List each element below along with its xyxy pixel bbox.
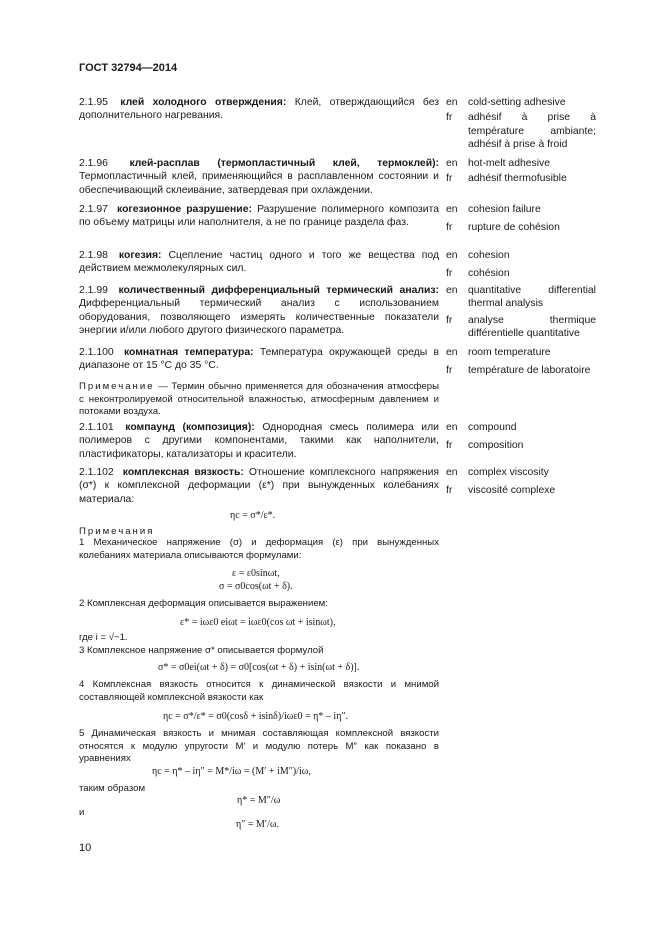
translations-2-1-101: en compound fr composition [446,421,596,455]
entry-number: 2.1.96 [79,158,108,169]
entry-number: 2.1.95 [79,97,108,108]
page-number: 10 [79,842,92,854]
term-en: room temperature [468,347,551,358]
translations-2-1-97: en cohesion failure fr rupture de cohésion [446,203,596,237]
note-room-temperature [79,381,439,419]
term-fr: température de laboratoire [468,365,591,377]
entry-2-1-99 [79,284,439,338]
text-thus: таким образом [79,783,146,794]
formula-complex-viscosity: ηc = σ*/ε*. [230,510,276,521]
entry-definition: Однородная смесь полимера или полимеров с другими компонентами, такими как наполнители, пластификаторы, катализаторы и красители. [79,422,439,460]
term-en: cold-setting adhesive [468,97,566,108]
term-fr: adhésif thermofusible [468,173,567,185]
text-and: и [79,807,85,818]
entry-definition: Температура окружающей среды в диапазоне от 15 °С до 35 °С. [79,347,439,372]
translations-2-1-96: en hot-melt adhesive fr adhésif thermofusible [446,157,596,188]
term-fr: cohésion [468,268,510,280]
translations-2-1-102: en complex viscosity fr viscosité complexe [446,466,596,500]
formula-modulus-relation: ηc = η* – iη″ = M*/iω = (M′ + iM″)/iω, [152,766,311,777]
entry-number: 2.1.99 [79,285,108,296]
term-en: cohesion [468,250,510,261]
term-fr: rupture de cohésion [468,222,560,234]
formula-viscosity-relation: ηc = σ*/ε* = σ0(cosδ + isinδ)/iωε0 = η* – iη″. [163,711,349,722]
note-1: 1 Механическое напряжение (σ) и деформация (ε) при вынужденных колебаниях материала описываются формулами: [79,537,439,561]
entry-term: компаунд (композиция): [125,422,255,433]
entry-2-1-97 [79,203,439,230]
term-en: cohesion failure [468,204,541,215]
term-fr: composition [468,440,524,452]
note-3: 3 Комплексное напряжение σ* описывается формулой [79,645,324,656]
formula-imaginary-unit: где i = √−1. [79,632,128,643]
entry-2-1-100 [79,346,439,373]
entry-2-1-98 [79,249,439,276]
entry-term: когезионное разрушение: [117,204,252,215]
translations-2-1-98: en cohesion fr cohésion [446,249,596,283]
formula-strain: ε = ε0sinωt, [232,568,280,579]
entry-number: 2.1.100 [79,347,114,358]
notes-label: Примечания [79,526,155,537]
entry-definition: Отношение комплексного напряжения (σ*) к комплексной деформации (ε*) при вынужденных колебаниях материала: [79,467,440,505]
translations-2-1-100: en room temperature fr température de laboratoire [446,346,596,380]
entry-definition: Сцепление частиц одного и того же вещества под действием межмолекулярных сил. [79,250,440,275]
entry-2-1-102 [79,466,439,506]
entry-term: клей-расплав (термопластичный клей, термоклей): [129,158,440,169]
term-en: complex viscosity [468,467,549,478]
term-en: hot-melt adhesive [468,158,551,169]
term-fr: adhésif à prise à température ambiante; adhésif à prise à froid [468,112,596,151]
entry-2-1-96 [79,157,439,197]
note-4: 4 Комплексная вязкость относится к динамической вязкости и мнимой составляющей комплексной вязкости как [79,679,439,703]
formula-imaginary-viscosity: η″ = M′/ω. [236,819,279,830]
entry-definition: Дифференциальный термический анализ с использованием оборудования, позволяющего измерять количественные показатели энергии и/или любого другого физического параметра. [79,298,439,337]
formula-stress: σ = σ0cos(ωt + δ). [219,581,293,592]
note-5: 5 Динамическая вязкость и мнимая составляющая комплексной вязкости относятся к модулю упругости M′ и модулю потерь M″ как показано в уравнениях [79,728,439,764]
note-2: 2 Комплексная деформация описывается выражением: [79,598,328,609]
translations-2-1-95: en cold-setting adhesive fr adhésif à prise à température ambiante; adhésif à prise à froid [446,97,596,151]
formula-complex-strain: ε* = iωε0 eiωt = iωε0(cos ωt + isinωt), [180,617,336,628]
term-fr: viscosité complexe [468,485,556,497]
entry-number: 2.1.102 [79,467,114,478]
entry-term: когезия: [118,250,162,261]
term-en: compound [468,422,517,433]
entry-number: 2.1.97 [79,204,108,215]
term-en: quantitative differential thermal analysis [468,285,596,310]
entry-2-1-95 [79,96,439,123]
entry-number: 2.1.101 [79,422,114,433]
entry-term: комплексная вязкость: [122,467,244,478]
term-fr: analyse thermique différentielle quantitative [468,314,596,340]
entry-number: 2.1.98 [79,250,108,261]
entry-term: количественный дифференциальный термический анализ: [118,285,439,296]
translations-2-1-99: en quantitative differential thermal analysis fr analyse thermique différentielle quantitative [446,285,596,340]
entry-definition: Термопластичный клей, применяющийся в расплавленном состоянии и обеспечивающий склеивание, затвердевая при охлаждении. [79,171,439,196]
entry-definition: Разрушение полимерного композита по объему матрицы или наполнителя, а не по границе раздела фаз. [79,204,440,229]
entry-2-1-101 [79,421,439,461]
page-header: ГОСТ 32794—2014 [79,62,178,74]
formula-dynamic-viscosity: η* = M″/ω [237,795,281,806]
entry-definition: Клей, отверждающийся без дополнительного нагревания. [79,97,440,122]
note-label: Примечание [79,381,155,392]
formula-complex-stress: σ* = σ0ei(ωt + δ) = σ0[cos(ωt + δ) + isin(ωt + δ)]. [158,662,360,673]
entry-term: комнатная температура: [123,347,254,358]
entry-term: клей холодного отверждения: [120,97,287,108]
note-text: — Термин обычно применяется для обозначения атмосферы с неконтролируемой относительной влажностью, атмосферным давлением и потоками воздуха. [79,381,440,417]
